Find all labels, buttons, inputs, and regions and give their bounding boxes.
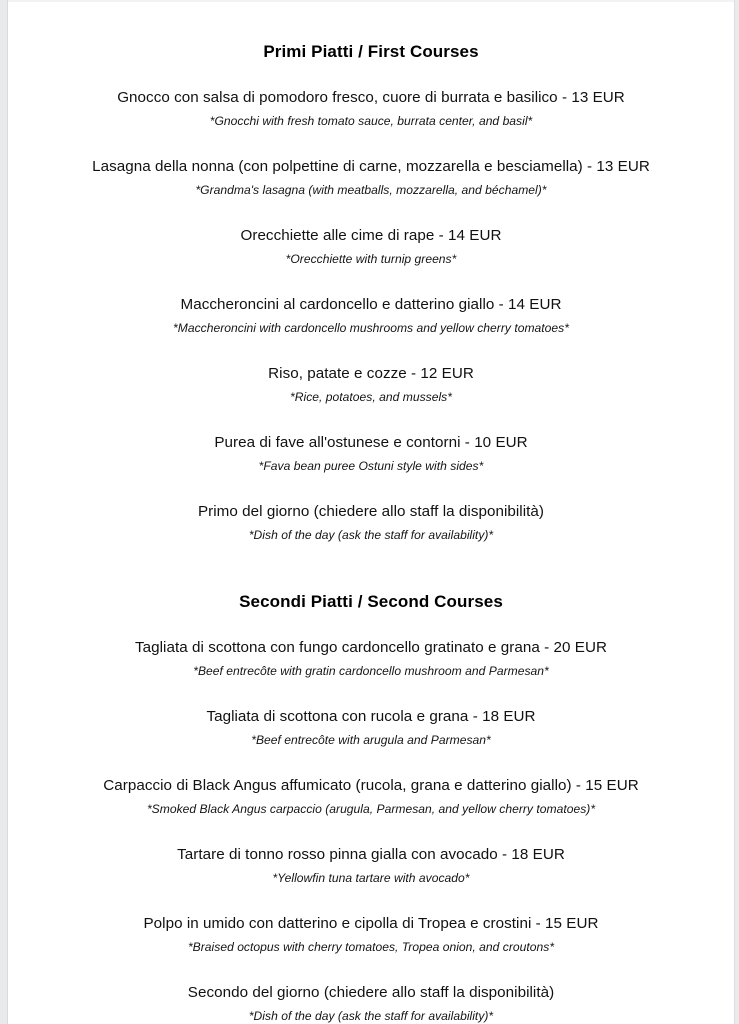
item-name: Tagliata di scottona con fungo cardoncello gratinato e grana - 20 EUR: [134, 639, 608, 656]
item-description: *Grandma's lasagna (with meatballs, mozzarella, and béchamel)*: [195, 183, 547, 197]
menu-item: [26, 502, 716, 543]
item-name: Maccheroncini al cardoncello e datterino giallo - 14 EUR: [180, 296, 562, 313]
menu-item: [26, 914, 716, 955]
section-heading-primi: Primi Piatti / First Courses: [263, 42, 479, 61]
item-name: Primo del giorno (chiedere allo staff la disponibilità): [197, 503, 545, 520]
item-description: *Fava bean puree Ostuni style with sides*: [258, 459, 484, 473]
menu-item: [26, 845, 716, 886]
item-name: Tartare di tonno rosso pinna gialla con avocado - 18 EUR: [177, 846, 565, 863]
item-name: Orecchiette alle cime di rape - 14 EUR: [240, 227, 502, 244]
item-name: Purea di fave all'ostunese e contorni - 10 EUR: [214, 434, 528, 451]
menu-item: [26, 638, 716, 679]
items-list-secondi: [26, 638, 716, 1024]
item-description: *Beef entrecôte with gratin cardoncello mushroom and Parmesan*: [193, 664, 549, 678]
menu-item: [26, 707, 716, 748]
menu-item: [26, 88, 716, 129]
menu-item: [26, 226, 716, 267]
item-name: Carpaccio di Black Angus affumicato (rucola, grana e datterino giallo) - 15 EUR: [103, 777, 639, 794]
item-description: *Gnocchi with fresh tomato sauce, burrata center, and basil*: [209, 114, 533, 128]
item-description: *Smoked Black Angus carpaccio (arugula, Parmesan, and yellow cherry tomatoes)*: [146, 802, 596, 816]
menu-content: [8, 2, 734, 1024]
item-name: Tagliata di scottona con rucola e grana - 18 EUR: [206, 708, 536, 725]
items-list-primi: [26, 88, 716, 543]
item-description: *Beef entrecôte with arugula and Parmesan*: [251, 733, 491, 747]
item-name: Gnocco con salsa di pomodoro fresco, cuore di burrata e basilico - 13 EUR: [117, 89, 625, 106]
section-heading-secondi: Secondi Piatti / Second Courses: [239, 592, 503, 611]
item-name: Riso, patate e cozze - 12 EUR: [268, 365, 474, 382]
menu-item: [26, 157, 716, 198]
item-description: *Yellowfin tuna tartare with avocado*: [272, 871, 470, 885]
item-description: *Orecchiette with turnip greens*: [285, 252, 457, 266]
menu-item: [26, 983, 716, 1024]
item-description: *Rice, potatoes, and mussels*: [290, 390, 452, 404]
item-name: Secondo del giorno (chiedere allo staff la disponibilità): [187, 984, 555, 1001]
menu-page: [8, 0, 734, 1024]
item-description: *Maccheroncini with cardoncello mushrooms and yellow cherry tomatoes*: [173, 321, 569, 335]
item-description: *Dish of the day (ask the staff for availability)*: [248, 528, 494, 542]
menu-section-primi: [26, 42, 716, 543]
item-description: *Dish of the day (ask the staff for availability)*: [248, 1009, 494, 1023]
menu-item: [26, 295, 716, 336]
menu-section-secondi: [26, 592, 716, 1024]
menu-item: [26, 776, 716, 817]
item-name: Polpo in umido con datterino e cipolla di Tropea e crostini - 15 EUR: [143, 915, 599, 932]
menu-item: [26, 364, 716, 405]
menu-item: [26, 433, 716, 474]
item-description: *Braised octopus with cherry tomatoes, Tropea onion, and croutons*: [187, 940, 555, 954]
item-name: Lasagna della nonna (con polpettine di carne, mozzarella e besciamella) - 13 EUR: [92, 158, 650, 175]
